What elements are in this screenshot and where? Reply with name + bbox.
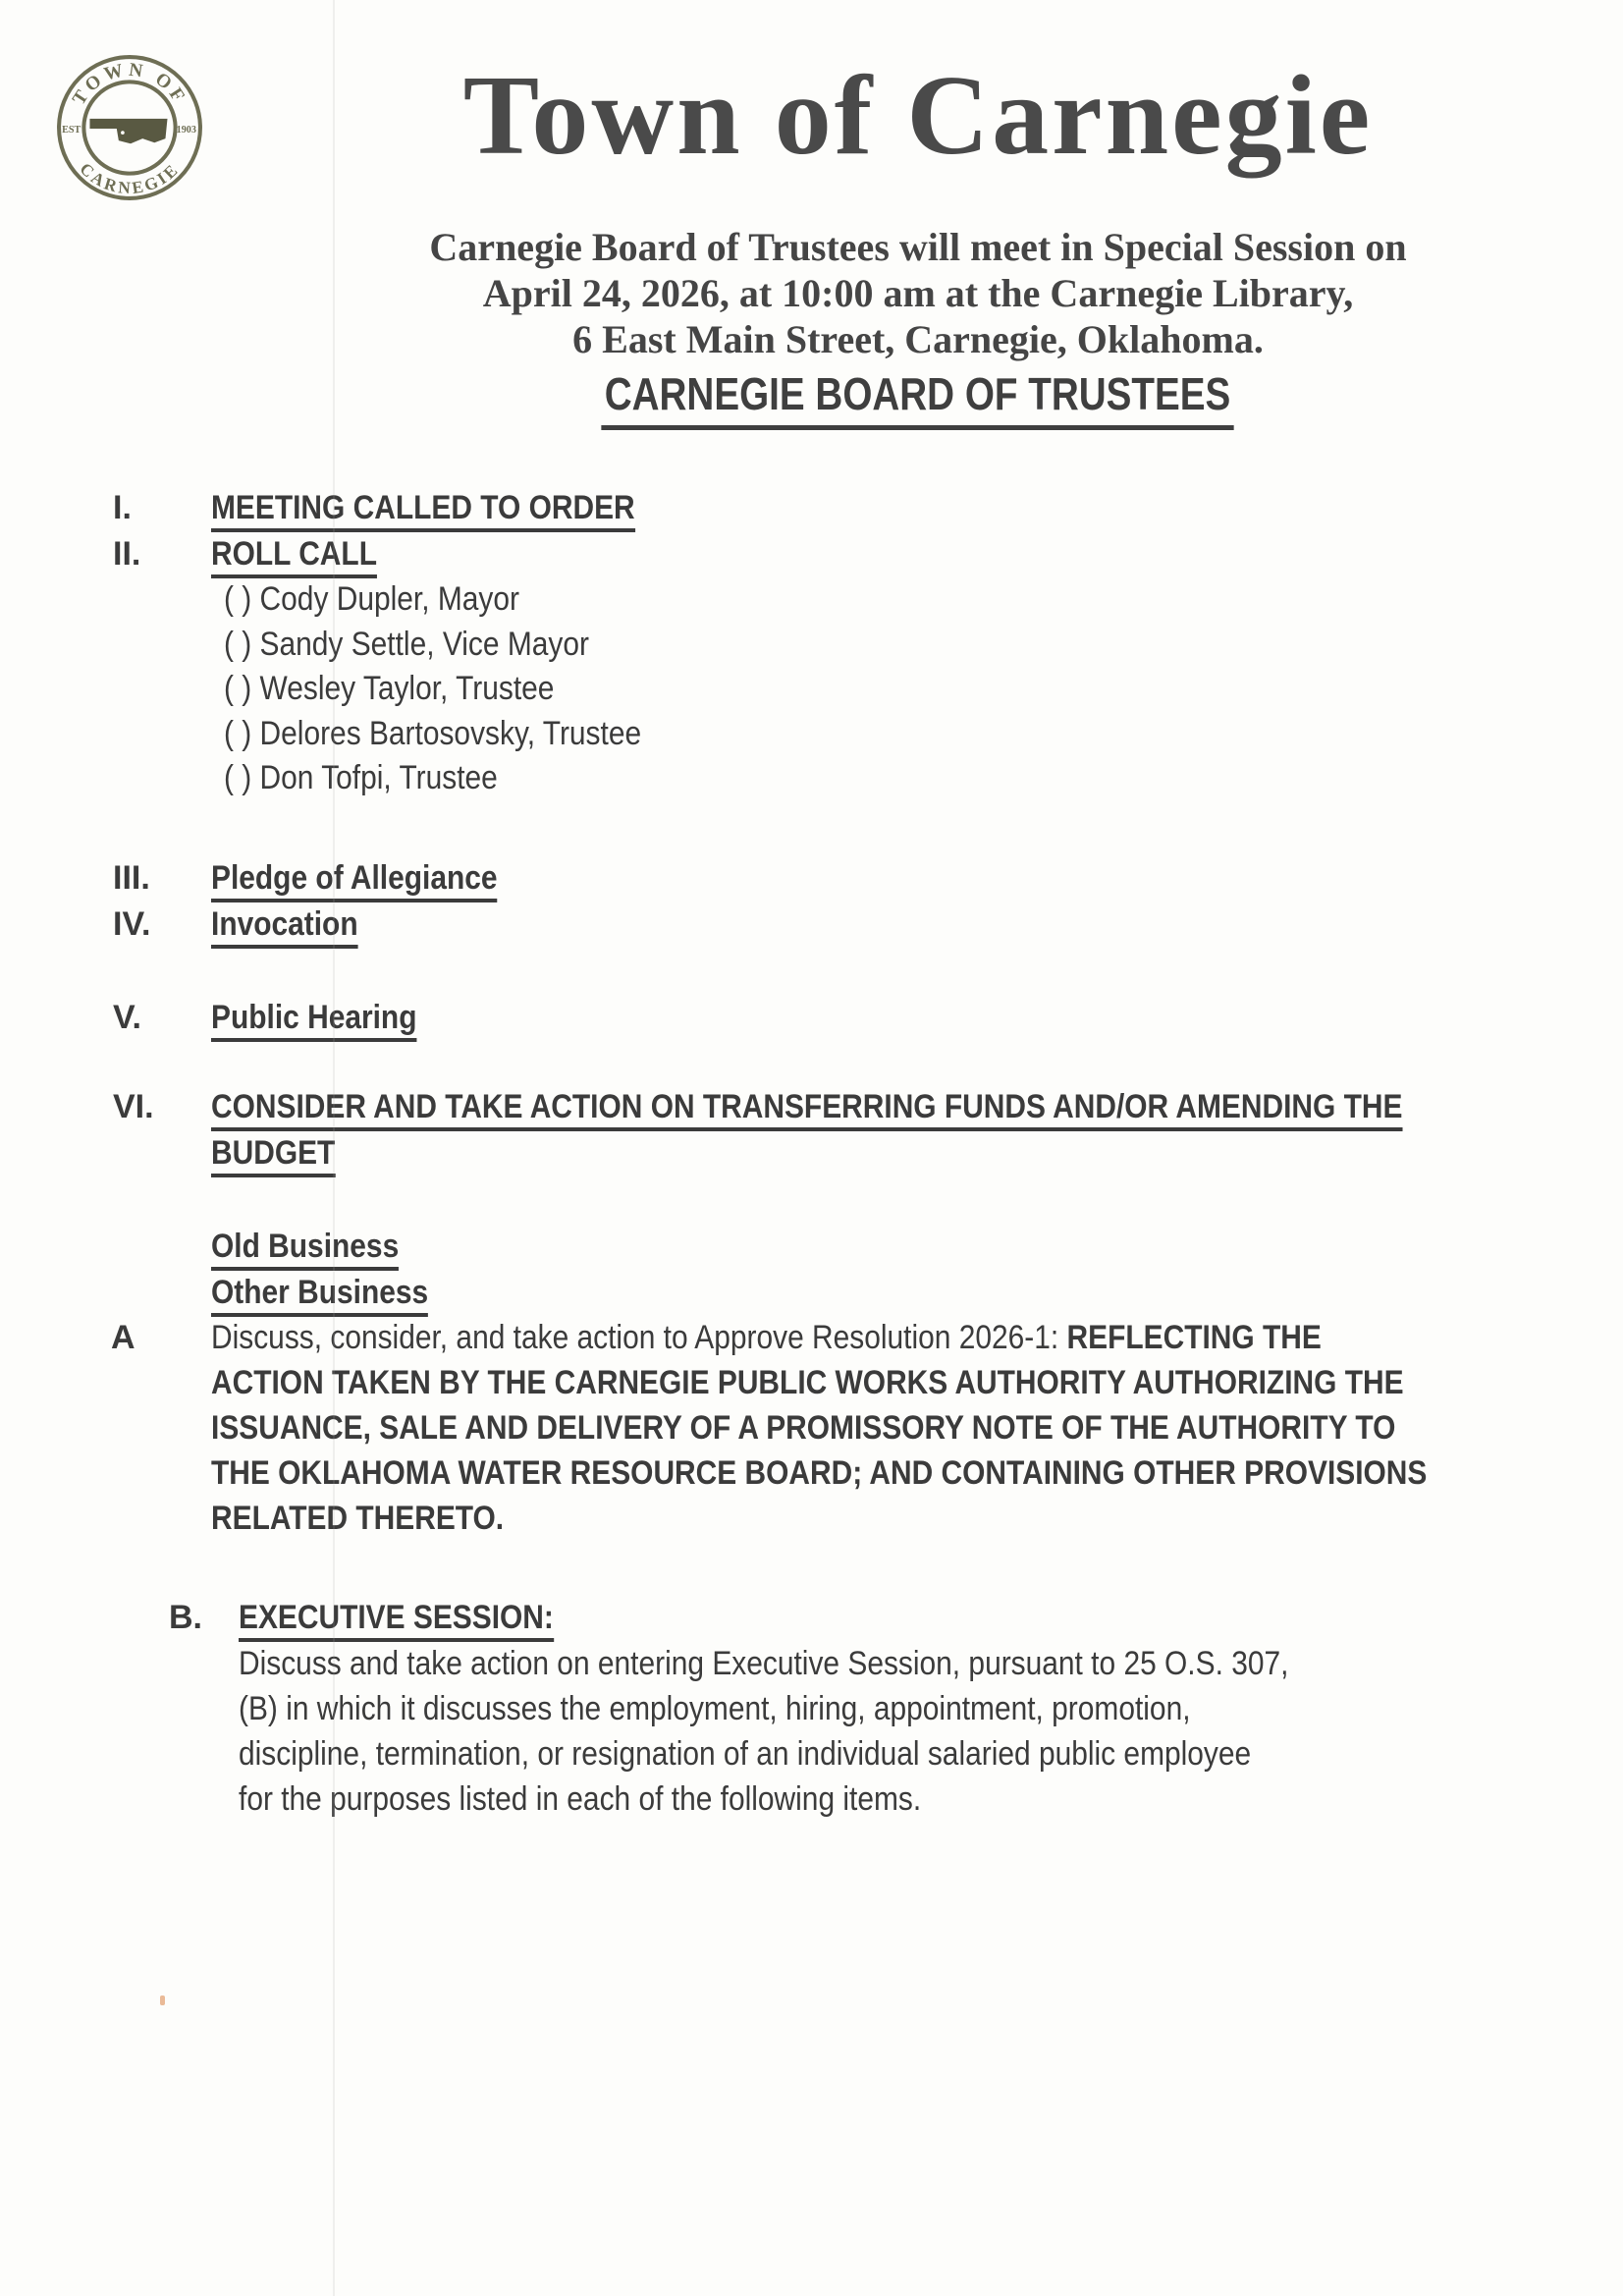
roll-call-entry: ( ) Don Tofpi, Trustee [224,759,498,796]
old-business-heading: Old Business [0,1224,1623,1269]
agenda-item-1 [0,485,1623,530]
item-label: EXECUTIVE SESSION: [239,1599,554,1642]
agenda-item-5 [0,995,1623,1040]
item-label-line-1: CONSIDER AND TAKE ACTION ON TRANSFERRING FUNDS AND/OR AMENDING THE [211,1084,1623,1130]
document-header [245,53,1591,419]
agenda-item-2 [0,531,1623,576]
meeting-notice-line-2: April 24, 2026, at 10:00 am at the Carnegie Library, [482,271,1354,315]
seal-year-text: 1903 [176,125,196,137]
item-number: IV. [113,905,151,943]
page-title: Town of Carnegie [462,53,1374,179]
item-b-line-2: (B) in which it discusses the employment, hiring, appointment, promotion, [239,1690,1191,1727]
agenda-item-b-heading [0,1595,1623,1640]
meeting-notice-line-1: Carnegie Board of Trustees will meet in Special Session on [429,225,1407,269]
agenda-item-a [0,1315,1623,1541]
item-b-line-4: for the purposes listed in each of the following items. [239,1780,922,1818]
item-label: Public Hearing [211,999,416,1042]
carnegie-star-marker [121,131,125,135]
item-a-line-4: THE OKLAHOMA WATER RESOURCE BOARD; AND CONTAINING OTHER PROVISIONS [211,1454,1428,1492]
meeting-notice [245,224,1591,362]
seal-top-text: TOWN OF [69,59,190,109]
item-number: B. [169,1599,202,1636]
item-label-line-2: BUDGET [211,1130,1623,1176]
item-a-line-1: Discuss, consider, and take action to Approve Resolution 2026-1: REFLECTING THE [211,1319,1322,1356]
item-label: MEETING CALLED TO ORDER [211,489,635,532]
agenda-item-4 [0,902,1623,947]
item-number: I. [113,489,132,526]
town-seal-logo [55,53,204,202]
item-label: ROLL CALL [211,535,377,578]
item-a-line-3: ISSUANCE, SALE AND DELIVERY OF A PROMISSORY NOTE OF THE AUTHORITY TO [211,1409,1396,1447]
item-label: Invocation [211,905,358,949]
roll-call-entry: ( ) Sandy Settle, Vice Mayor [224,625,589,663]
scanner-speck-artifact [160,1995,165,2005]
meeting-notice-line-3: 6 East Main Street, Carnegie, Oklahoma. [572,317,1264,361]
item-number: VI. [113,1088,154,1125]
item-label: Pledge of Allegiance [211,859,498,902]
other-business-heading: Other Business [0,1270,1623,1315]
board-heading-text: CARNEGIE BOARD OF TRUSTEES [602,368,1234,430]
scanner-streak-artifact [333,0,335,2296]
item-number: II. [113,535,141,573]
item-b-line-1: Discuss and take action on entering Executive Session, pursuant to 25 O.S. 307, [239,1645,1289,1682]
item-number: A [111,1319,135,1356]
roll-call-entry: ( ) Cody Dupler, Mayor [224,580,519,618]
board-heading [245,370,1591,417]
roll-call-list [0,577,1623,801]
item-a-line-5: RELATED THERETO. [211,1500,505,1537]
item-number: V. [113,999,142,1036]
roll-call-entry: ( ) Delores Bartosovsky, Trustee [224,714,642,752]
agenda-item-3 [0,855,1623,901]
agenda-item-b-body [0,1641,1623,1822]
agenda-item-6 [0,1084,1623,1176]
item-b-line-3: discipline, termination, or resignation of an individual salaried public employee [239,1735,1252,1773]
seal-bottom-text: CARNEGIE [76,159,184,198]
item-number: III. [113,859,150,897]
item-a-line-2: ACTION TAKEN BY THE CARNEGIE PUBLIC WORKS AUTHORITY AUTHORIZING THE [211,1364,1404,1401]
oklahoma-state-icon [89,119,167,143]
seal-est-text: EST [62,125,81,137]
roll-call-entry: ( ) Wesley Taylor, Trustee [224,670,555,707]
